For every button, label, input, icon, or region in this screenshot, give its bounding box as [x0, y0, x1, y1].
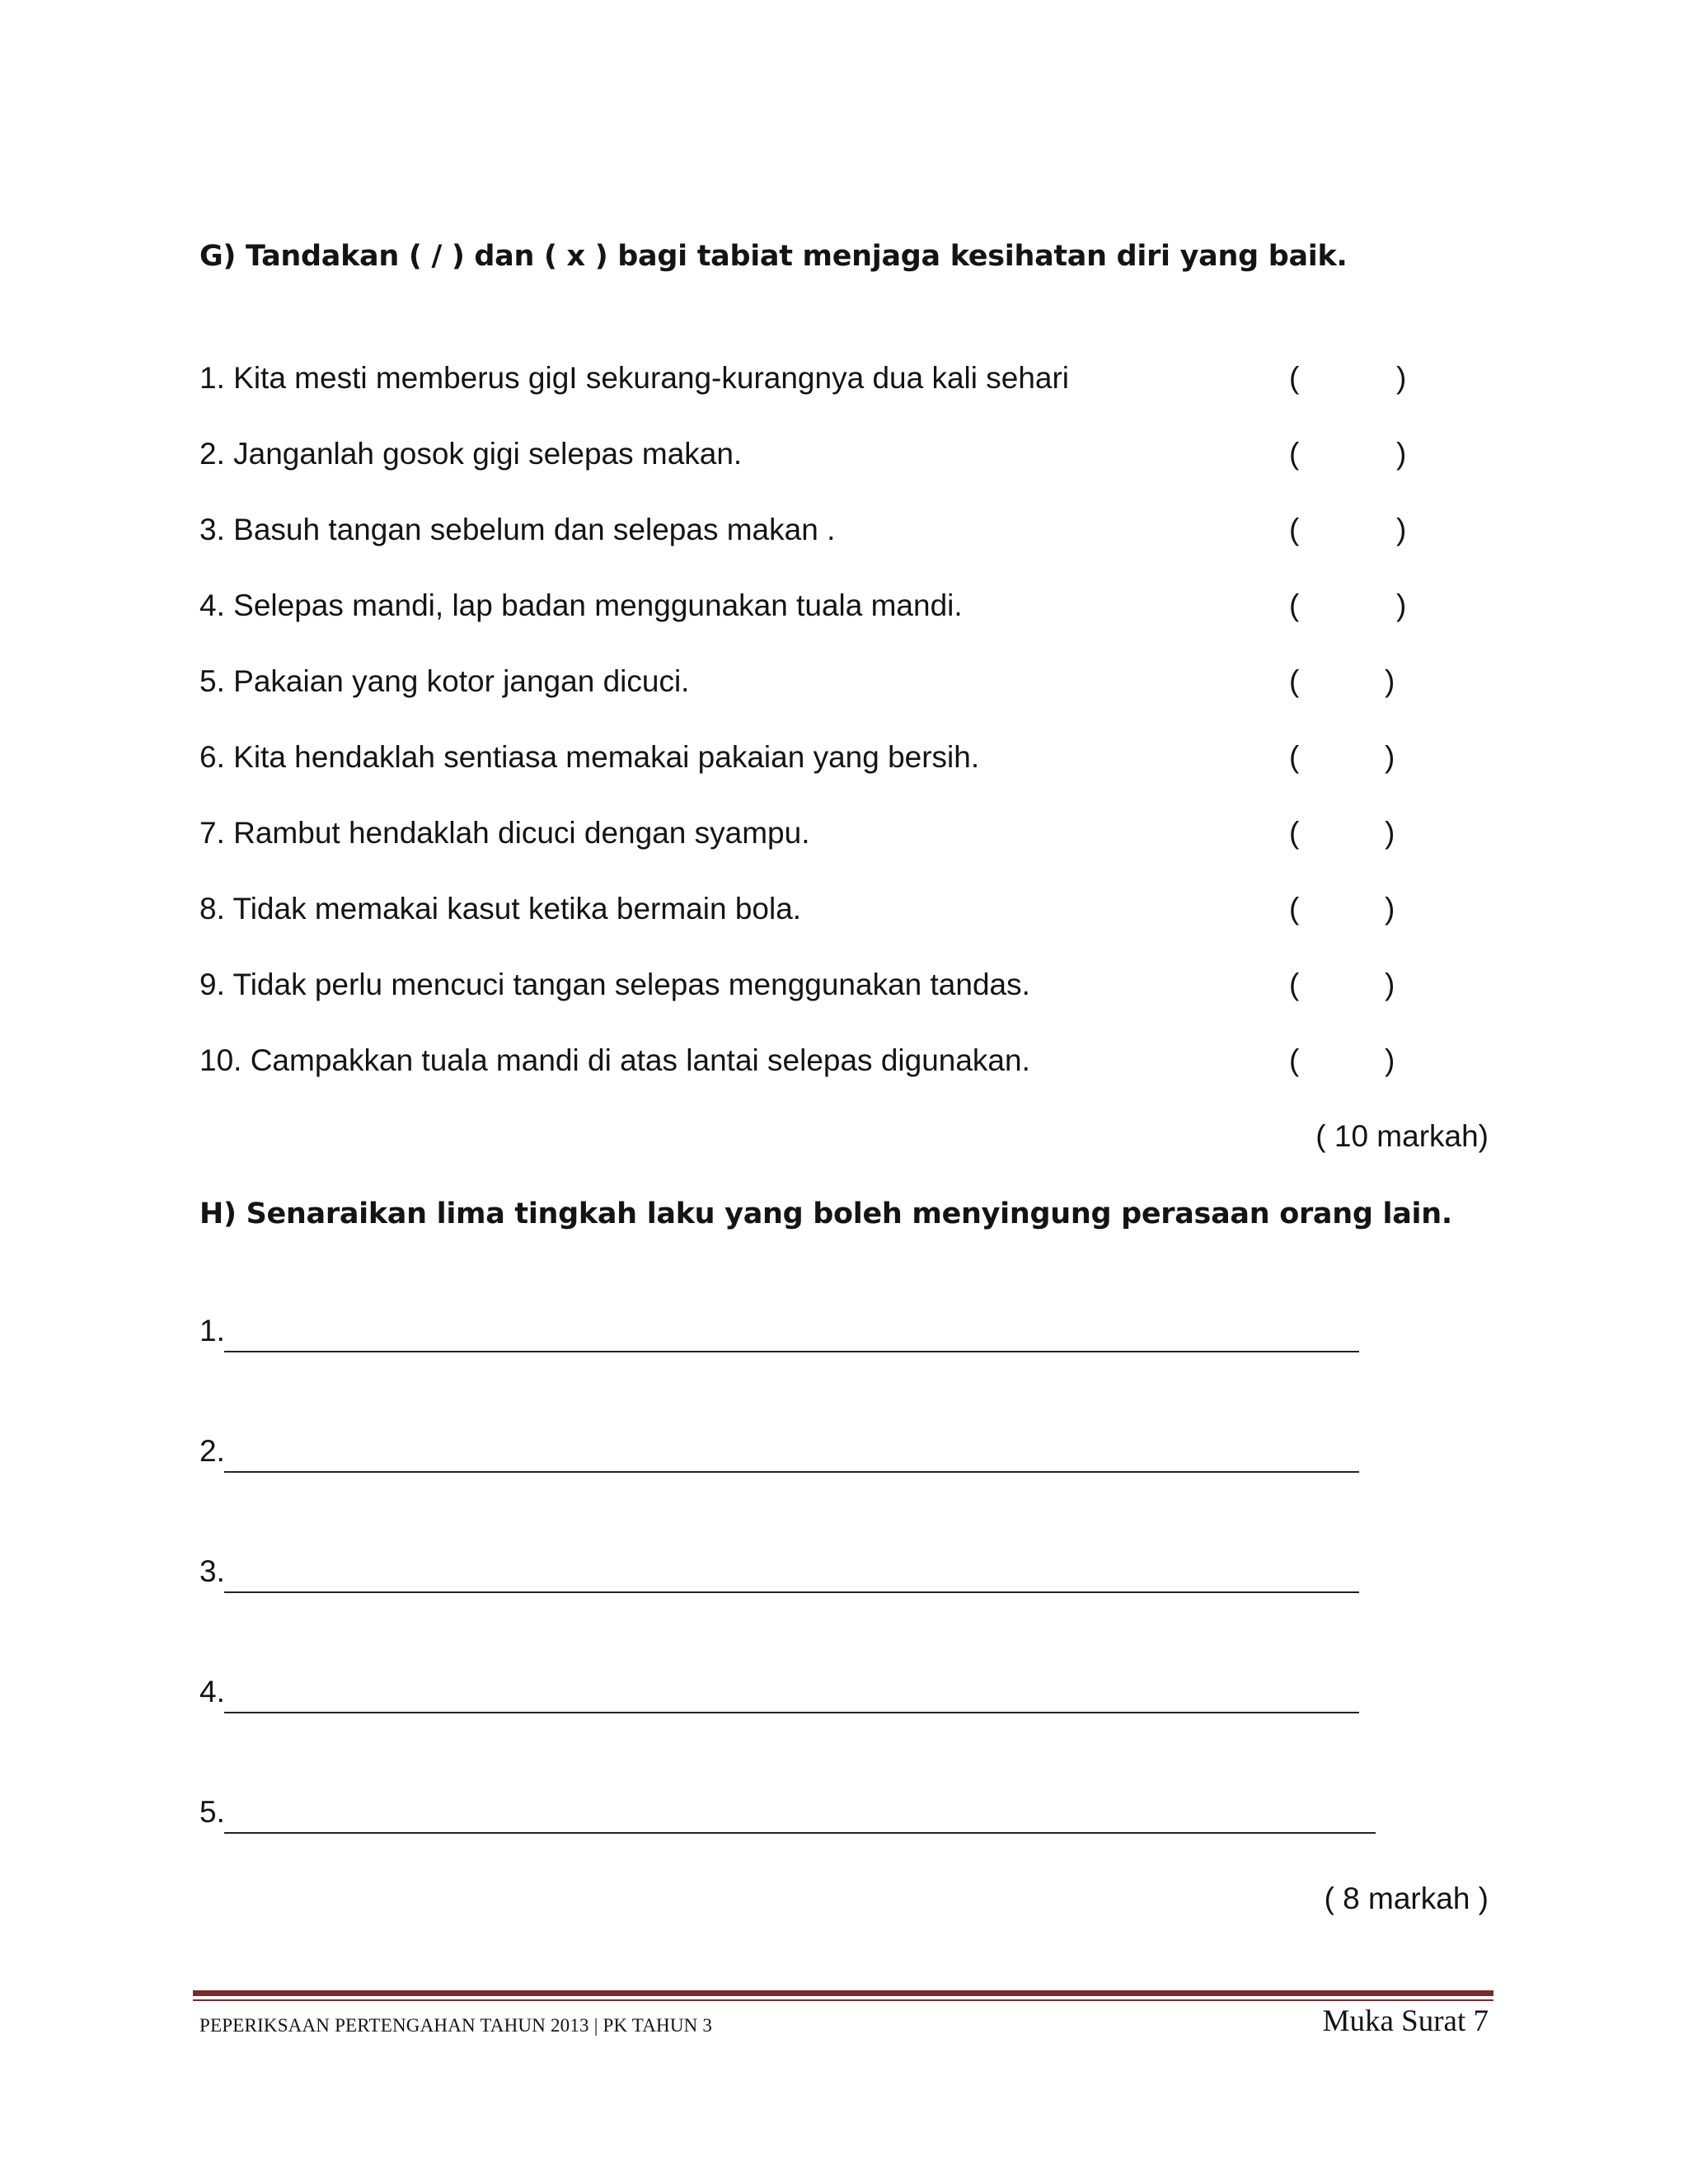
item-text: 10. Campakkan tuala mandi di atas lantai selepas digunakan.: [199, 1043, 1030, 1077]
list-item: [199, 437, 1419, 478]
answer-box[interactable]: [1289, 968, 1404, 1009]
answer-box[interactable]: [1289, 513, 1407, 554]
item-text: 8. Tidak memakai kasut ketika bermain bola.: [199, 892, 802, 926]
footer-exam-title: PEPERIKSAAN PERTENGAHAN TAHUN 2013 | PK TAHUN 3: [199, 2015, 713, 2036]
answer-box-open: (: [1289, 437, 1300, 471]
answer-box-close: ): [1396, 361, 1407, 395]
answer-box-close: ): [1396, 588, 1407, 622]
list-item: [199, 664, 1419, 705]
section-h-heading: H) Senaraikan lima tingkah laku yang boleh menyingung perasaan orang lain.: [199, 1197, 1452, 1230]
answer-box-close: ): [1385, 664, 1395, 698]
list-item: [199, 588, 1419, 630]
answer-number: 3.: [199, 1554, 225, 1588]
answer-box-close: ): [1396, 513, 1407, 546]
list-item: [199, 816, 1419, 857]
item-text: 9. Tidak perlu mencuci tangan selepas menggunakan tandas.: [199, 968, 1030, 1001]
item-text: 4. Selepas mandi, lap badan menggunakan tuala mandi.: [199, 588, 963, 622]
answer-box[interactable]: [1289, 816, 1404, 857]
answer-box-close: ): [1385, 1043, 1395, 1077]
answer-box[interactable]: [1289, 361, 1407, 402]
answer-blank[interactable]: [224, 1591, 1359, 1593]
footer-divider: [193, 1990, 1493, 1996]
answer-box-close: ): [1385, 968, 1395, 1001]
answer-box-close: ): [1385, 740, 1395, 774]
answer-box-close: ): [1385, 816, 1395, 850]
item-text: 5. Pakaian yang kotor jangan dicuci.: [199, 664, 690, 698]
answer-box[interactable]: [1289, 664, 1404, 705]
answer-box-open: (: [1289, 892, 1300, 926]
answer-box-open: (: [1289, 513, 1300, 546]
list-item: [199, 740, 1419, 781]
answer-box-close: ): [1385, 892, 1395, 926]
answer-number: 1.: [199, 1314, 225, 1347]
section-g-heading: G) Tandakan ( / ) dan ( x ) bagi tabiat menjaga kesihatan diri yang baik.: [199, 240, 1348, 273]
list-item: [199, 513, 1419, 554]
answer-box-open: (: [1289, 740, 1300, 774]
list-item: [199, 968, 1419, 1009]
item-text: 7. Rambut hendaklah dicuci dengan syampu.: [199, 816, 810, 850]
section-g-marks: ( 10 markah): [1315, 1119, 1489, 1153]
answer-box[interactable]: [1289, 892, 1404, 933]
answer-box-close: ): [1396, 437, 1407, 471]
answer-box[interactable]: [1289, 1043, 1404, 1085]
answer-blank[interactable]: [224, 1471, 1359, 1473]
answer-blank[interactable]: [224, 1712, 1359, 1713]
section-h-marks: ( 8 markah ): [1324, 1882, 1489, 1915]
answer-box-open: (: [1289, 816, 1300, 850]
page-number: Muka Surat 7: [1322, 2004, 1489, 2038]
answer-number: 2.: [199, 1434, 225, 1468]
answer-box[interactable]: [1289, 740, 1404, 781]
answer-number: 4.: [199, 1675, 225, 1708]
answer-box-open: (: [1289, 361, 1300, 395]
list-item: [199, 1043, 1419, 1085]
answer-box-open: (: [1289, 588, 1300, 622]
answer-number: 5.: [199, 1795, 225, 1829]
answer-box[interactable]: [1289, 588, 1407, 630]
answer-box-open: (: [1289, 664, 1300, 698]
item-text: 1. Kita mesti memberus gigI sekurang-kurangnya dua kali sehari: [199, 361, 1070, 395]
footer-divider-thin: [193, 1999, 1493, 2001]
answer-box-open: (: [1289, 968, 1300, 1001]
answer-box-open: (: [1289, 1043, 1300, 1077]
item-text: 3. Basuh tangan sebelum dan selepas makan .: [199, 513, 836, 546]
item-text: 6. Kita hendaklah sentiasa memakai pakaian yang bersih.: [199, 740, 980, 774]
list-item: [199, 361, 1419, 402]
item-text: 2. Janganlah gosok gigi selepas makan.: [199, 437, 743, 471]
answer-box[interactable]: [1289, 437, 1407, 478]
answer-blank[interactable]: [224, 1351, 1359, 1352]
list-item: [199, 892, 1419, 933]
answer-blank[interactable]: [224, 1832, 1376, 1834]
